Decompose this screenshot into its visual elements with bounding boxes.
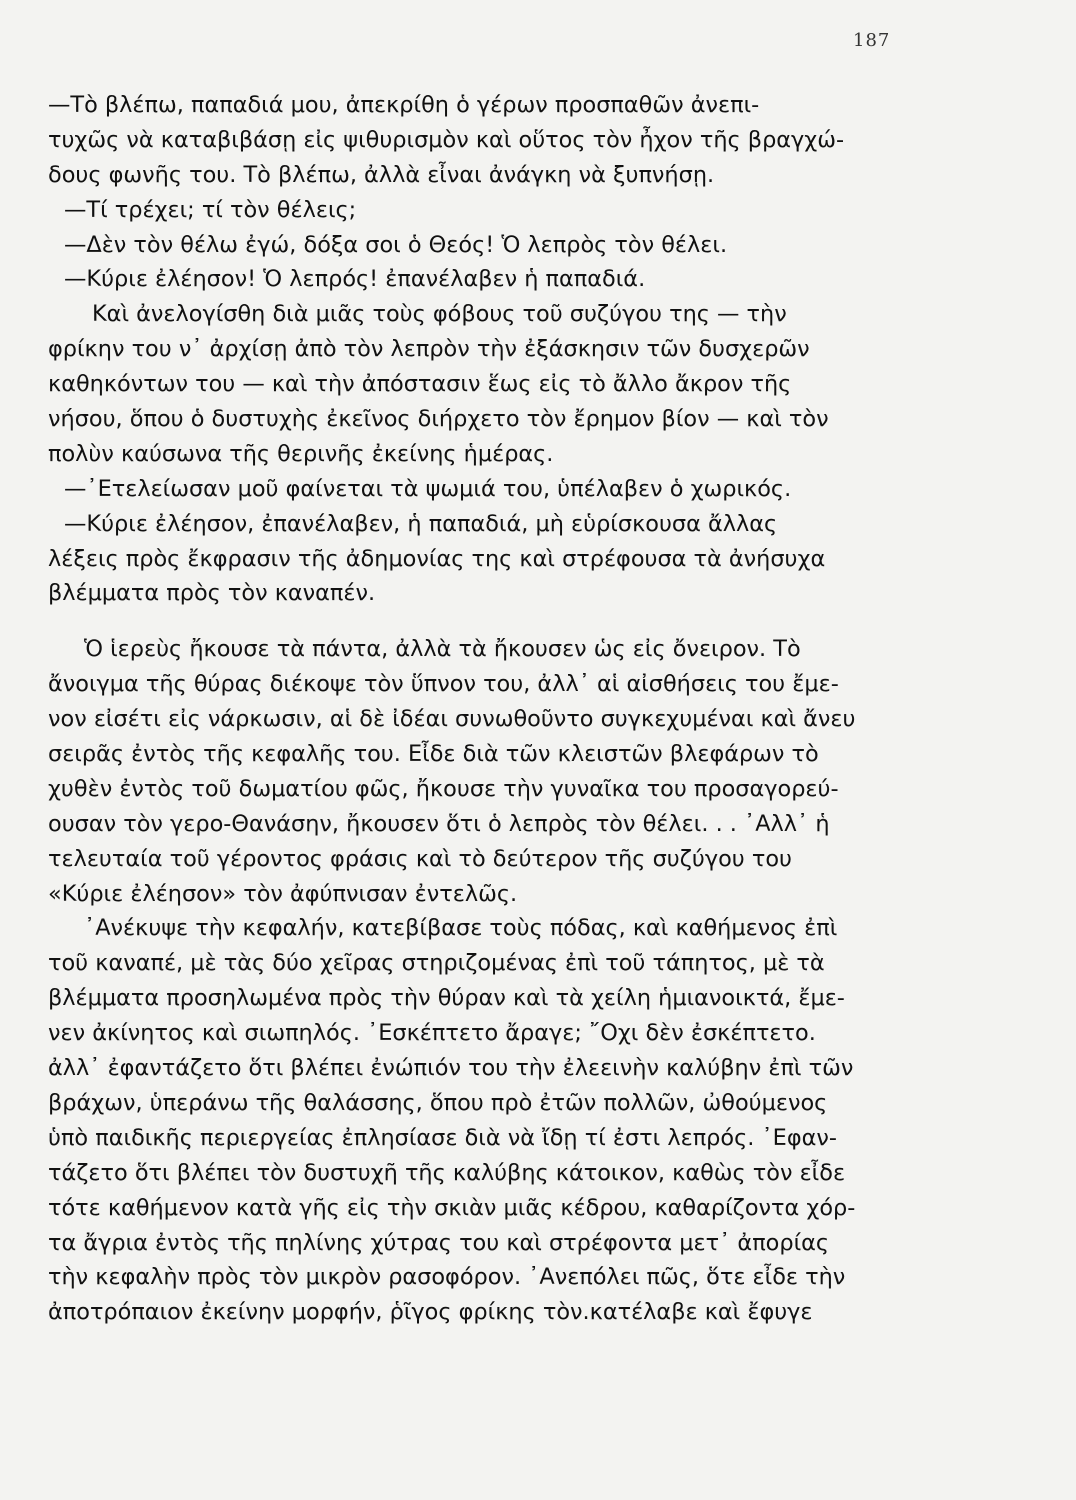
text-line: ἀλλ᾿ ἐφαντάζετο ὅτι βλέπει ἐνώπιόν του τὴν ἐλεεινὴν καλύβην ἐπὶ τῶν bbox=[48, 1055, 854, 1082]
text-line: καθηκόντων του — καὶ τὴν ἀπόστασιν ἕως εἰς τὸ ἄλλο ἄκρον τῆς bbox=[48, 371, 792, 398]
text-line: τὴν κεφαλὴν πρὸς τὸν μικρὸν ρασοφόρον. ᾿Ανεπόλει πῶς, ὅτε εἶδε τὴν bbox=[48, 1264, 846, 1291]
text-line: «Κύριε ἐλέησον» τὸν ἀφύπνισαν ἐντελῶς. bbox=[48, 880, 518, 907]
text-line: πολὺν καύσωνα τῆς θερινῆς ἐκείνης ἡμέρας. bbox=[48, 440, 554, 467]
text-line: βράχων, ὑπεράνω τῆς θαλάσσης, ὅπου πρὸ ἐτῶν πολλῶν, ὠθούμενος bbox=[48, 1089, 828, 1116]
text-line: τοῦ καναπέ, μὲ τὰς δύο χεῖρας στηριζομένας ἐπὶ τοῦ τάπητος, μὲ τὰ bbox=[48, 950, 825, 977]
section-gap bbox=[48, 611, 908, 632]
text-line: ἄνοιγμα τῆς θύρας διέκοψε τὸν ὕπνον του, ἀλλ᾿ αἱ αἰσθήσεις του ἔμε- bbox=[48, 671, 839, 698]
text-line: τελευταία τοῦ γέροντος φράσις καὶ τὸ δεύτερον τῆς συζύγου του bbox=[48, 845, 793, 872]
text-line: δους φωνῆς του. Τὸ βλέπω, ἀλλὰ εἶναι ἀνάγκη νὰ ξυπνήσῃ. bbox=[48, 161, 715, 188]
text-line: τα ἄγρια ἐντὸς τῆς πηλίνης χύτρας του καὶ στρέφοντα μετ᾿ ἀπορίας bbox=[48, 1229, 830, 1256]
section-1 bbox=[48, 88, 908, 611]
text-line: —Τί τρέχει; τί τὸν θέλεις; bbox=[64, 196, 357, 223]
text-line: —Κύριε ἐλέησον, ἐπανέλαβεν, ἡ παπαδιά, μὴ εὑρίσκουσα ἄλλας bbox=[64, 510, 778, 537]
text-line: ὑπὸ παιδικῆς περιεργείας ἐπλησίασε διὰ νὰ ἴδῃ τί ἐστι λεπρός. ᾿Εφαν- bbox=[48, 1124, 837, 1151]
text-line: νήσου, ὅπου ὁ δυστυχὴς ἐκεῖνος διήρχετο τὸν ἔρημον βίον — καὶ τὸν bbox=[48, 406, 829, 433]
text-line: τότε καθήμενον κατὰ γῆς εἰς τὴν σκιὰν μιᾶς κέδρου, καθαρίζοντα χόρ- bbox=[48, 1194, 856, 1221]
text-line: ᾿Ανέκυψε τὴν κεφαλήν, κατεβίβασε τοὺς πόδας, καὶ καθήμενος ἐπὶ bbox=[84, 915, 838, 942]
text-line: —᾿Ετελείωσαν μοῦ φαίνεται τὰ ψωμιά του, ὑπέλαβεν ὁ χωρικός. bbox=[64, 475, 792, 502]
text-line: βλέμματα προσηλωμένα πρὸς τὴν θύραν καὶ τὰ χείλη ἡμιανοικτά, ἔμε- bbox=[48, 985, 845, 1012]
text-line: σειρᾶς ἐντὸς τῆς κεφαλῆς του. Εἶδε διὰ τῶν κλειστῶν βλεφάρων τὸ bbox=[48, 741, 819, 768]
text-line: ἀποτρόπαιον ἐκείνην μορφήν, ῥῖγος φρίκης τὸν.κατέλαβε καὶ ἔφυγε bbox=[48, 1299, 813, 1326]
page-number: 187 bbox=[853, 30, 891, 51]
text-line: τάζετο ὅτι βλέπει τὸν δυστυχῆ τῆς καλύβης κάτοικον, καθὼς τὸν εἶδε bbox=[48, 1159, 846, 1186]
text-line: τυχῶς νὰ καταβιβάσῃ εἰς ψιθυρισμὸν καὶ οὕτος τὸν ἦχον τῆς βραγχώ- bbox=[48, 126, 845, 153]
text-line: ουσαν τὸν γερο-Θανάσην, ἤκουσεν ὅτι ὁ λεπρὸς τὸν θέλει. . . ᾿Αλλ᾿ ἡ bbox=[48, 810, 830, 837]
text-line: —Τὸ βλέπω, παπαδιά μου, ἀπεκρίθη ὁ γέρων προσπαθῶν ἀνεπι- bbox=[48, 92, 760, 118]
text-line: νεν ἀκίνητος καὶ σιωπηλός. ᾿Εσκέπτετο ἄραγε; ῎Οχι δὲν ἐσκέπτετο. bbox=[48, 1020, 816, 1047]
text-line: Ὁ ἱερεὺς ἤκουσε τὰ πάντα, ἀλλὰ τὰ ἤκουσεν ὡς εἰς ὄνειρον. Τὸ bbox=[84, 636, 801, 663]
text-line: λέξεις πρὸς ἔκφρασιν τῆς ἀδημονίας της καὶ στρέφουσα τὰ ἀνήσυχα bbox=[48, 545, 826, 572]
text-line: Καὶ ἀνελογίσθη διὰ μιᾶς τοὺς φόβους τοῦ συζύγου της — τὴν bbox=[92, 301, 787, 328]
text-line: —Κύριε ἐλέησον! Ὁ λεπρός! ἐπανέλαβεν ἡ παπαδιά. bbox=[64, 266, 646, 293]
text-line: βλέμματα πρὸς τὸν καναπέν. bbox=[48, 580, 376, 607]
section-2 bbox=[48, 632, 908, 1330]
text-line: —Δὲν τὸν θέλω ἐγώ, δόξα σοι ὁ Θεός! Ὁ λεπρὸς τὸν θέλει. bbox=[64, 231, 728, 258]
text-line: χυθὲν ἐντὸς τοῦ δωματίου φῶς, ἤκουσε τὴν γυναῖκα του προσαγορεύ- bbox=[48, 775, 839, 802]
page-text bbox=[48, 88, 908, 1330]
text-line: φρίκην του ν᾿ ἀρχίσῃ ἀπὸ τὸν λεπρὸν τὴν ἐξάσκησιν τῶν δυσχερῶν bbox=[48, 336, 810, 363]
text-line: νον εἰσέτι εἰς νάρκωσιν, αἱ δὲ ἰδέαι συνωθοῦντο συγκεχυμέναι καὶ ἄνευ bbox=[48, 706, 856, 733]
